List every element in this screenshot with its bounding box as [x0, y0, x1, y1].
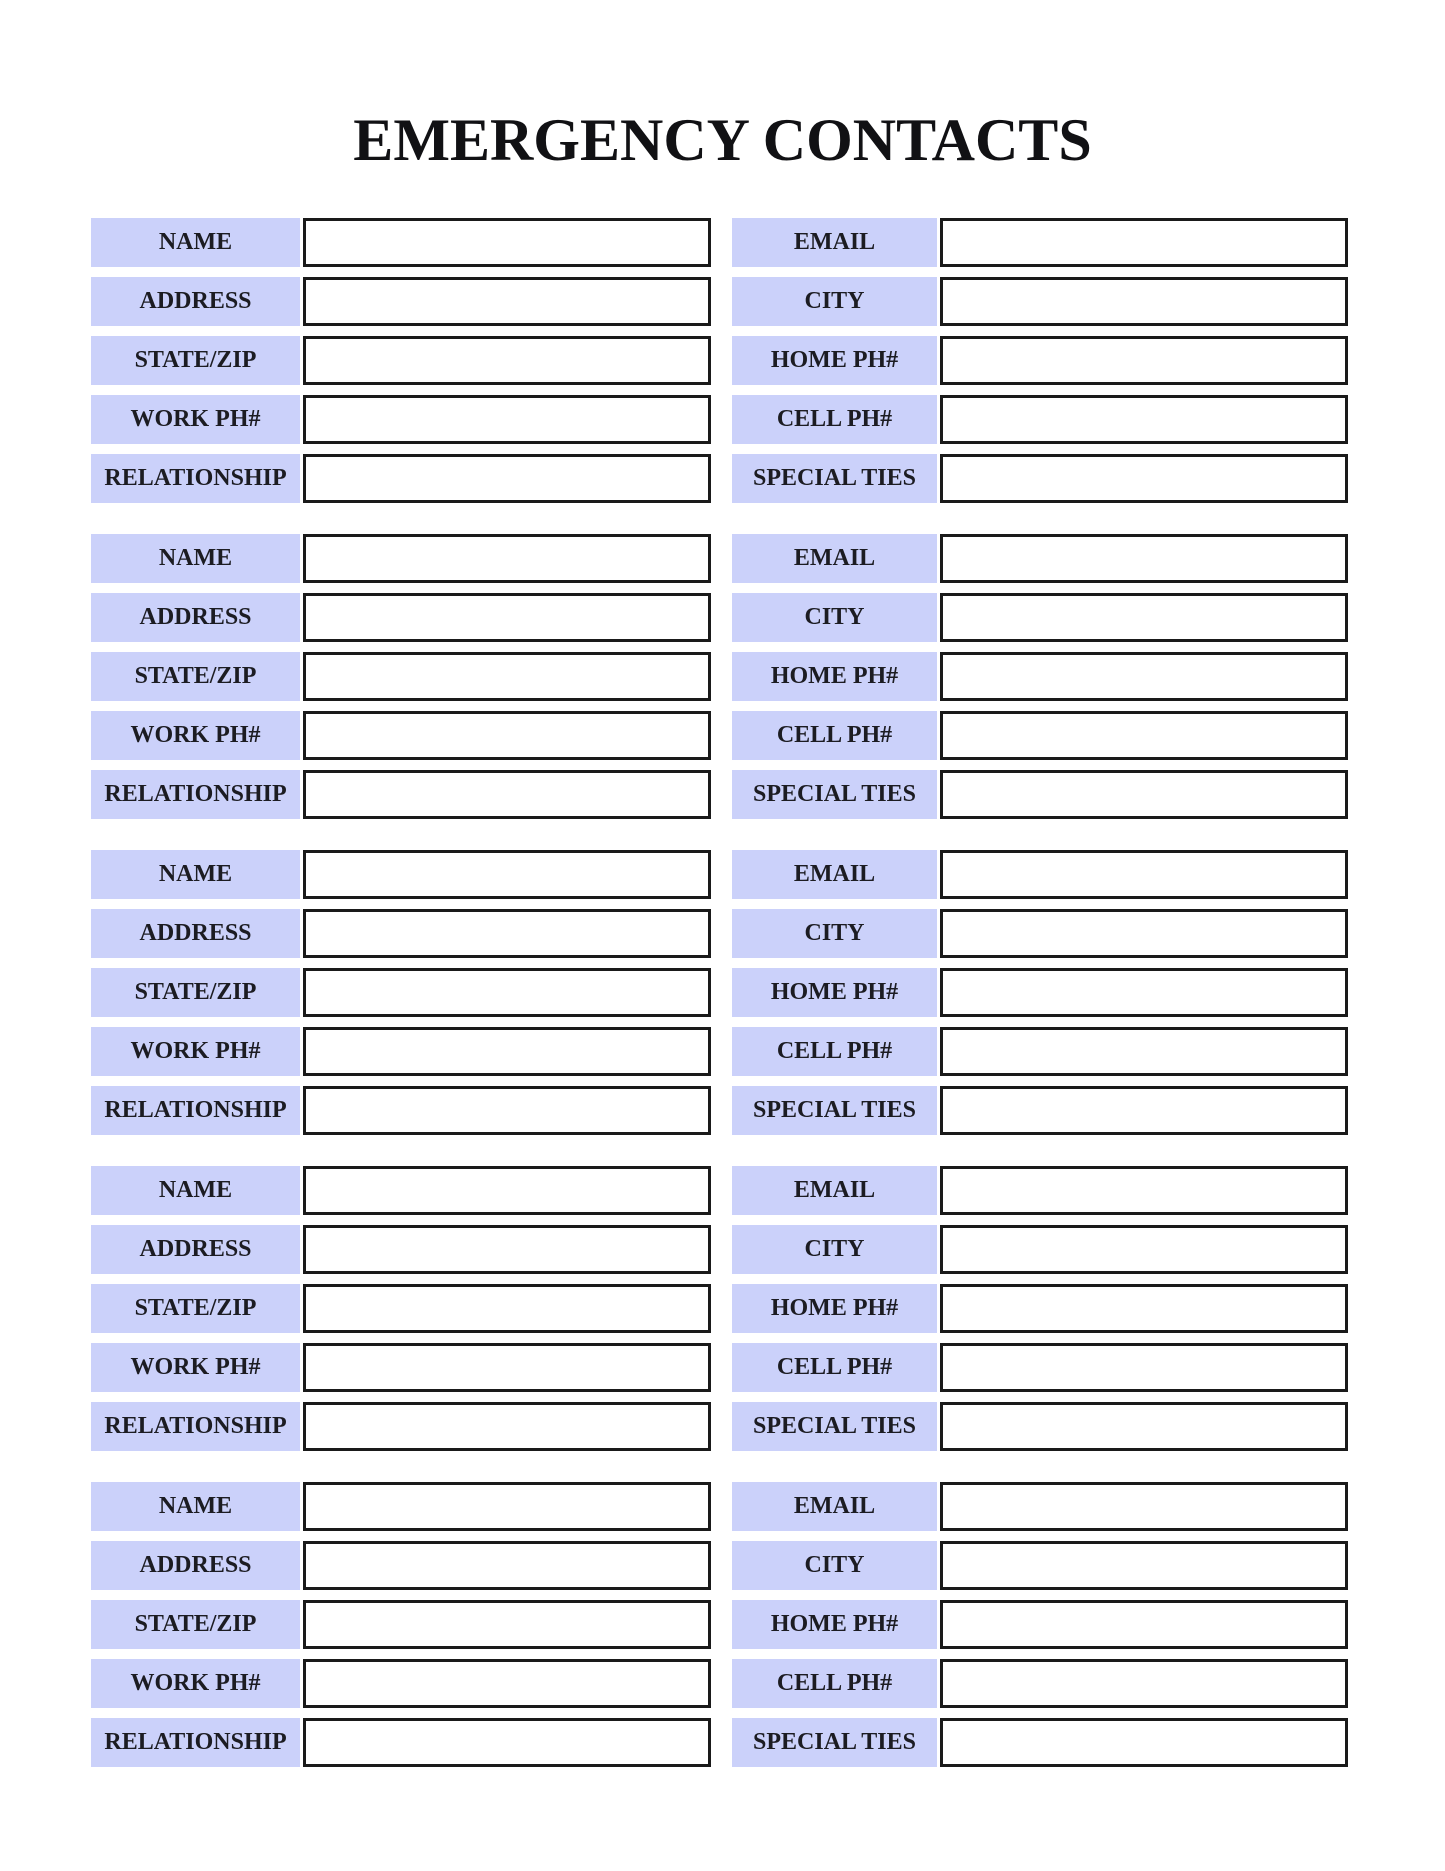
name-label: NAME: [91, 850, 300, 899]
relationship-input[interactable]: [303, 454, 711, 503]
address-label: ADDRESS: [91, 1225, 300, 1274]
work-ph-input[interactable]: [303, 1027, 711, 1076]
special-ties-label: SPECIAL TIES: [732, 1086, 937, 1135]
field-row: [91, 850, 1348, 899]
cell-ph-input[interactable]: [940, 711, 1348, 760]
name-input[interactable]: [303, 534, 711, 583]
special-ties-input[interactable]: [940, 454, 1348, 503]
city-input[interactable]: [940, 1225, 1348, 1274]
address-input[interactable]: [303, 909, 711, 958]
city-input[interactable]: [940, 277, 1348, 326]
field-row: [91, 1600, 1348, 1649]
name-label: NAME: [91, 1166, 300, 1215]
email-input[interactable]: [940, 534, 1348, 583]
field-row: [91, 1482, 1348, 1531]
name-label: NAME: [91, 218, 300, 267]
cell-ph-input[interactable]: [940, 1343, 1348, 1392]
home-ph-input[interactable]: [940, 652, 1348, 701]
special-ties-label: SPECIAL TIES: [732, 1718, 937, 1767]
name-label: NAME: [91, 534, 300, 583]
email-label: EMAIL: [732, 218, 937, 267]
field-row: [91, 1166, 1348, 1215]
relationship-label: RELATIONSHIP: [91, 454, 300, 503]
work-ph-input[interactable]: [303, 395, 711, 444]
cell-ph-label: CELL PH#: [732, 395, 937, 444]
address-input[interactable]: [303, 277, 711, 326]
city-input[interactable]: [940, 909, 1348, 958]
city-input[interactable]: [940, 593, 1348, 642]
field-row: [91, 1659, 1348, 1708]
field-row: [91, 1402, 1348, 1451]
email-input[interactable]: [940, 850, 1348, 899]
email-label: EMAIL: [732, 1166, 937, 1215]
city-label: CITY: [732, 1541, 937, 1590]
city-label: CITY: [732, 909, 937, 958]
cell-ph-input[interactable]: [940, 1659, 1348, 1708]
cell-ph-input[interactable]: [940, 395, 1348, 444]
cell-ph-label: CELL PH#: [732, 711, 937, 760]
email-input[interactable]: [940, 1166, 1348, 1215]
work-ph-label: WORK PH#: [91, 711, 300, 760]
field-row: [91, 1284, 1348, 1333]
home-ph-label: HOME PH#: [732, 652, 937, 701]
field-row: [91, 593, 1348, 642]
state-zip-input[interactable]: [303, 1600, 711, 1649]
city-label: CITY: [732, 593, 937, 642]
state-zip-input[interactable]: [303, 652, 711, 701]
special-ties-input[interactable]: [940, 1402, 1348, 1451]
city-label: CITY: [732, 1225, 937, 1274]
state-zip-input[interactable]: [303, 336, 711, 385]
work-ph-input[interactable]: [303, 1659, 711, 1708]
relationship-input[interactable]: [303, 770, 711, 819]
special-ties-label: SPECIAL TIES: [732, 770, 937, 819]
home-ph-label: HOME PH#: [732, 968, 937, 1017]
work-ph-input[interactable]: [303, 711, 711, 760]
state-zip-input[interactable]: [303, 968, 711, 1017]
relationship-input[interactable]: [303, 1718, 711, 1767]
relationship-label: RELATIONSHIP: [91, 1402, 300, 1451]
name-input[interactable]: [303, 218, 711, 267]
address-input[interactable]: [303, 593, 711, 642]
state-zip-label: STATE/ZIP: [91, 336, 300, 385]
field-row: [91, 1718, 1348, 1767]
contact-block: [91, 1166, 1348, 1451]
home-ph-label: HOME PH#: [732, 1284, 937, 1333]
work-ph-label: WORK PH#: [91, 395, 300, 444]
relationship-input[interactable]: [303, 1402, 711, 1451]
relationship-input[interactable]: [303, 1086, 711, 1135]
relationship-label: RELATIONSHIP: [91, 1718, 300, 1767]
email-input[interactable]: [940, 218, 1348, 267]
field-row: [91, 395, 1348, 444]
field-row: [91, 1086, 1348, 1135]
special-ties-input[interactable]: [940, 1718, 1348, 1767]
field-row: [91, 652, 1348, 701]
field-row: [91, 968, 1348, 1017]
state-zip-label: STATE/ZIP: [91, 968, 300, 1017]
home-ph-input[interactable]: [940, 1284, 1348, 1333]
contact-block: [91, 218, 1348, 503]
field-row: [91, 909, 1348, 958]
email-input[interactable]: [940, 1482, 1348, 1531]
city-input[interactable]: [940, 1541, 1348, 1590]
home-ph-label: HOME PH#: [732, 1600, 937, 1649]
name-input[interactable]: [303, 1482, 711, 1531]
home-ph-input[interactable]: [940, 968, 1348, 1017]
field-row: [91, 711, 1348, 760]
address-label: ADDRESS: [91, 1541, 300, 1590]
contact-block: [91, 1482, 1348, 1767]
cell-ph-label: CELL PH#: [732, 1027, 937, 1076]
home-ph-input[interactable]: [940, 1600, 1348, 1649]
state-zip-label: STATE/ZIP: [91, 652, 300, 701]
email-label: EMAIL: [732, 850, 937, 899]
home-ph-label: HOME PH#: [732, 336, 937, 385]
work-ph-label: WORK PH#: [91, 1343, 300, 1392]
relationship-label: RELATIONSHIP: [91, 770, 300, 819]
contacts-form: [91, 218, 1348, 1767]
special-ties-label: SPECIAL TIES: [732, 454, 937, 503]
field-row: [91, 277, 1348, 326]
relationship-label: RELATIONSHIP: [91, 1086, 300, 1135]
field-row: [91, 1541, 1348, 1590]
work-ph-input[interactable]: [303, 1343, 711, 1392]
field-row: [91, 218, 1348, 267]
field-row: [91, 770, 1348, 819]
email-label: EMAIL: [732, 534, 937, 583]
cell-ph-label: CELL PH#: [732, 1343, 937, 1392]
email-label: EMAIL: [732, 1482, 937, 1531]
field-row: [91, 534, 1348, 583]
special-ties-input[interactable]: [940, 1086, 1348, 1135]
special-ties-label: SPECIAL TIES: [732, 1402, 937, 1451]
work-ph-label: WORK PH#: [91, 1027, 300, 1076]
contact-block: [91, 850, 1348, 1135]
name-label: NAME: [91, 1482, 300, 1531]
state-zip-input[interactable]: [303, 1284, 711, 1333]
home-ph-input[interactable]: [940, 336, 1348, 385]
state-zip-label: STATE/ZIP: [91, 1600, 300, 1649]
field-row: [91, 1343, 1348, 1392]
name-input[interactable]: [303, 850, 711, 899]
page-title: EMERGENCY CONTACTS: [353, 107, 1092, 173]
name-input[interactable]: [303, 1166, 711, 1215]
state-zip-label: STATE/ZIP: [91, 1284, 300, 1333]
field-row: [91, 1027, 1348, 1076]
field-row: [91, 1225, 1348, 1274]
cell-ph-label: CELL PH#: [732, 1659, 937, 1708]
cell-ph-input[interactable]: [940, 1027, 1348, 1076]
contact-block: [91, 534, 1348, 819]
field-row: [91, 454, 1348, 503]
address-input[interactable]: [303, 1541, 711, 1590]
field-row: [91, 336, 1348, 385]
special-ties-input[interactable]: [940, 770, 1348, 819]
address-label: ADDRESS: [91, 593, 300, 642]
address-label: ADDRESS: [91, 277, 300, 326]
city-label: CITY: [732, 277, 937, 326]
address-input[interactable]: [303, 1225, 711, 1274]
work-ph-label: WORK PH#: [91, 1659, 300, 1708]
address-label: ADDRESS: [91, 909, 300, 958]
